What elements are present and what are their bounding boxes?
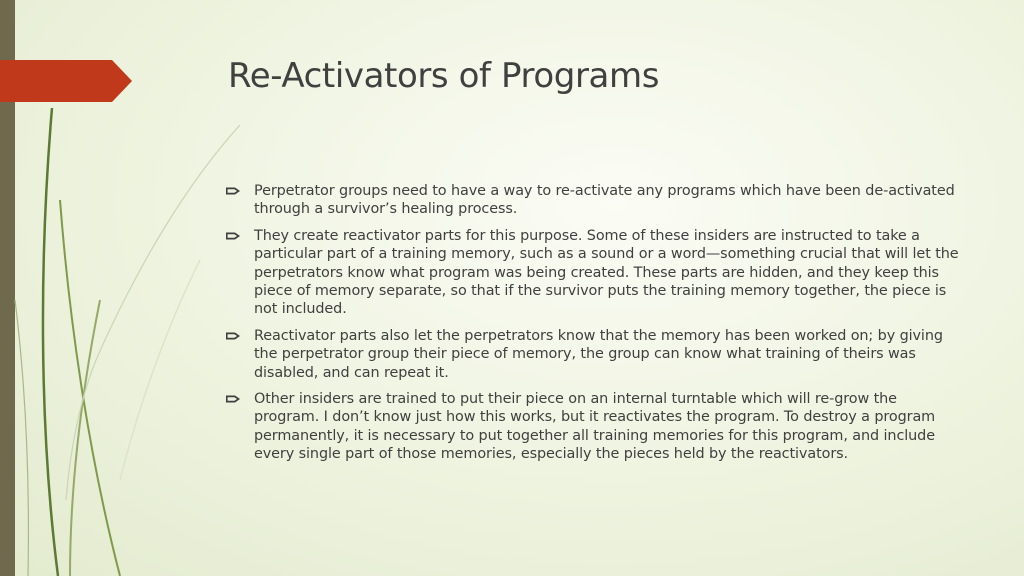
bullet-text: Perpetrator groups need to have a way to re-activate any programs which have been de-activated through a survivor’s healing process. xyxy=(254,183,955,218)
bullet-list xyxy=(226,182,966,472)
slide-title: Re-Activators of Programs xyxy=(228,56,660,96)
arrow-bullet-icon xyxy=(226,231,241,241)
arrow-bullet-icon xyxy=(226,186,241,196)
arrow-bullet-icon xyxy=(226,331,241,341)
bullet-item xyxy=(226,182,966,219)
title-accent-tab xyxy=(0,60,132,102)
bullet-item xyxy=(226,327,966,382)
bullet-text: Other insiders are trained to put their piece on an internal turntable which will re-grow the program. I don’t know just how this works, but it reactivates the program. To destroy a program permanently, it is necessary to put together all training memories for this program, and include every single part of those memories, especially the pieces held by the reactivators. xyxy=(254,391,936,463)
bullet-item xyxy=(226,227,966,319)
bullet-item xyxy=(226,390,966,464)
bullet-text: They create reactivator parts for this purpose. Some of these insiders are instructed to take a particular part of a training memory, such as a sound or a word—something crucial that will let the perpetrators know what program was being created. These parts are hidden, and they keep this piece of memory separate, so that if the survivor puts the training memory together, the piece is not included. xyxy=(254,227,959,318)
arrow-bullet-icon xyxy=(226,394,241,404)
bullet-text: Reactivator parts also let the perpetrators know that the memory has been worked on; by giving the perpetrator group their piece of memory, the group can know what training of theirs was disabled, and can repeat it. xyxy=(254,327,943,381)
